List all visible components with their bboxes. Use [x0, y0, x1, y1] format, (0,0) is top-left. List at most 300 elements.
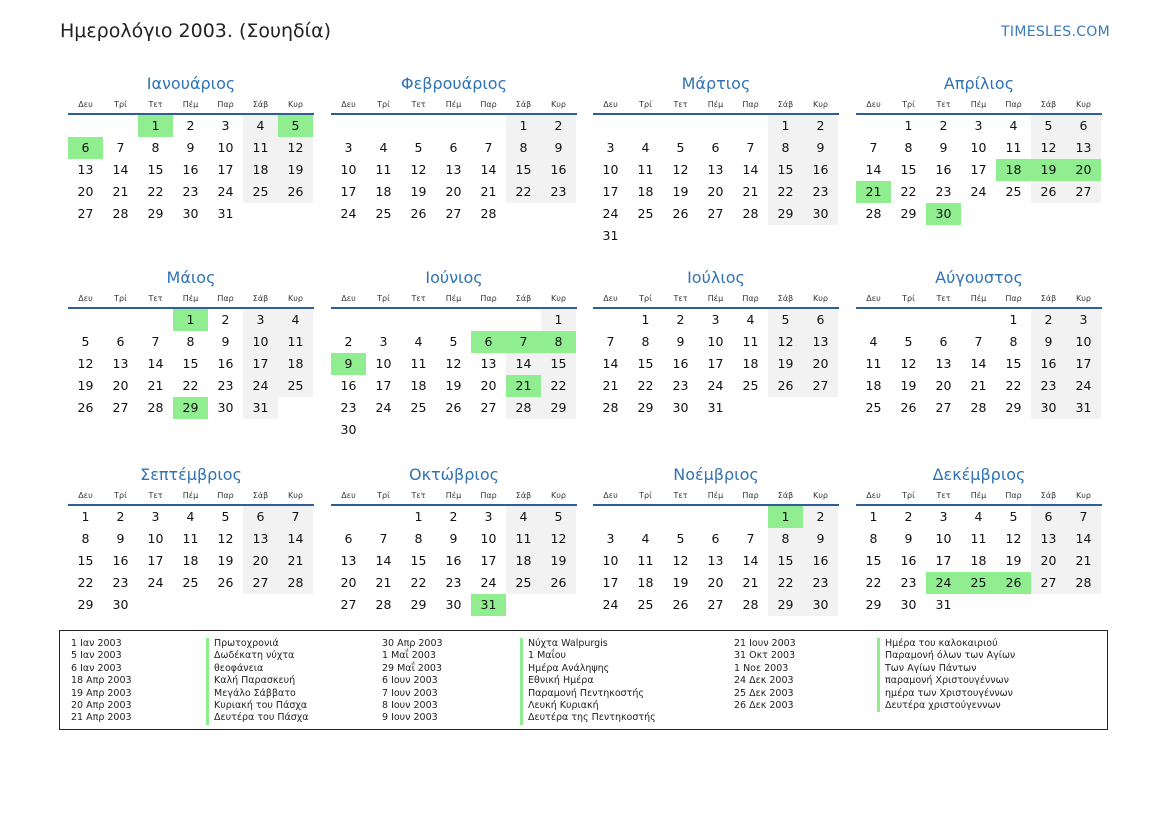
weekday-label: Παρ	[742, 100, 759, 109]
month-calendar	[856, 72, 1102, 225]
day-cell: 7	[484, 140, 493, 155]
day-cell: 15	[865, 553, 882, 568]
holiday-date: 9 Ιουν 2003	[382, 712, 438, 724]
weekday-label: Δευ	[78, 100, 93, 109]
day-cell: 28	[375, 597, 392, 612]
day-cell: 10	[147, 531, 164, 546]
day-cell: 29	[410, 597, 427, 612]
day-cell: 23	[1031, 375, 1066, 397]
holiday-day-cell: 21	[856, 181, 891, 203]
weekday-label: Σάβ	[1040, 294, 1057, 303]
weekday-label: Τρί	[902, 100, 915, 109]
weekday-label: Κυρ	[288, 491, 303, 500]
empty-day-cell	[733, 115, 768, 137]
empty-day-cell	[331, 309, 366, 331]
weekday-label: Τρί	[114, 294, 127, 303]
day-cell: 15	[541, 353, 576, 375]
holiday-day-cell: 5	[278, 115, 313, 137]
day-cell: 21	[147, 378, 164, 393]
day-cell: 19	[672, 184, 689, 199]
day-cell: 12	[672, 162, 689, 177]
day-cell: 24	[707, 378, 724, 393]
day-cell: 1	[506, 115, 541, 137]
holiday-date: 8 Ιουν 2003	[382, 700, 438, 712]
day-cell: 10	[935, 531, 952, 546]
day-cell: 26	[541, 572, 576, 594]
day-cell: 4	[869, 334, 878, 349]
holiday-day-cell: 24	[926, 572, 961, 594]
day-cell: 2	[904, 509, 913, 524]
holiday-day-cell: 26	[996, 572, 1031, 594]
weekday-label: Παρ	[480, 294, 497, 303]
day-cell: 28	[742, 206, 759, 221]
day-cell: 22	[637, 378, 654, 393]
weekday-label: Τετ	[673, 491, 688, 500]
weekday-label: Κυρ	[813, 294, 828, 303]
day-cell: 17	[375, 378, 392, 393]
day-cell: 19	[445, 378, 462, 393]
day-cell: 17	[147, 553, 164, 568]
day-cell: 27	[243, 572, 278, 594]
day-cell: 10	[602, 553, 619, 568]
holiday-name: Παραμονή όλων των Αγίων	[877, 650, 1015, 662]
day-cell: 13	[707, 162, 724, 177]
day-cell: 26	[900, 400, 917, 415]
day-cell: 20	[707, 575, 724, 590]
day-cell: 16	[803, 159, 838, 181]
empty-day-cell	[103, 115, 138, 137]
day-cell: 20	[935, 378, 952, 393]
day-cell: 11	[970, 531, 987, 546]
day-cell: 11	[278, 331, 313, 353]
day-cell: 29	[1005, 400, 1022, 415]
holiday-name: Δωδέκατη νύχτα	[206, 650, 309, 662]
holiday-names-col-1	[206, 638, 309, 725]
day-cell: 7	[606, 334, 615, 349]
day-cell: 5	[414, 140, 423, 155]
holiday-name: 1 Μαΐου	[520, 650, 656, 662]
day-cell: 22	[865, 575, 882, 590]
day-cell: 11	[865, 356, 882, 371]
weekday-label: Τρί	[377, 100, 390, 109]
weekday-label: Τετ	[148, 294, 163, 303]
month-name: Φεβρουάριος	[401, 74, 507, 93]
empty-day-cell	[331, 506, 366, 528]
weekday-label: Κυρ	[551, 294, 566, 303]
holiday-dates-col-2	[382, 638, 443, 725]
day-cell: 2	[186, 118, 195, 133]
empty-day-cell	[856, 309, 891, 331]
holiday-date: 21 Ιουν 2003	[734, 638, 796, 649]
month-calendar	[68, 72, 314, 225]
day-cell: 22	[77, 575, 94, 590]
day-cell: 9	[676, 334, 685, 349]
holiday-date: 6 Ιαν 2003	[71, 662, 122, 674]
day-cell: 24	[147, 575, 164, 590]
day-cell: 17	[602, 575, 619, 590]
holiday-date: 31 Οκτ 2003	[734, 650, 796, 662]
weekday-label: Δευ	[341, 491, 356, 500]
weekday-label: Τετ	[936, 491, 951, 500]
day-cell: 16	[182, 162, 199, 177]
empty-day-cell	[926, 309, 961, 331]
page-title: Ημερολόγιο 2003. (Σουηδία)	[60, 20, 332, 42]
weekday-label: Τρί	[377, 491, 390, 500]
day-cell: 23	[900, 575, 917, 590]
weekday-header	[856, 290, 1102, 309]
day-cell: 29	[768, 594, 803, 616]
holiday-name: Ημέρα Ανάληψης	[520, 663, 656, 675]
weekday-label: Παρ	[742, 491, 759, 500]
day-cell: 7	[116, 140, 125, 155]
month-calendar	[331, 72, 577, 225]
day-cell: 9	[803, 528, 838, 550]
day-cell: 12	[278, 137, 313, 159]
day-cell: 18	[742, 356, 759, 371]
weekday-label: Τετ	[148, 491, 163, 500]
holiday-name: Δευτέρα του Πάσχα	[206, 712, 309, 724]
day-cell: 27	[935, 400, 952, 415]
day-cell: 31	[217, 206, 234, 221]
day-cell: 9	[541, 137, 576, 159]
weekday-label: Παρ	[1005, 294, 1022, 303]
day-cell: 24	[602, 206, 619, 221]
weekday-label: Κυρ	[1076, 491, 1091, 500]
day-cell: 7	[974, 334, 983, 349]
day-cell: 9	[116, 531, 125, 546]
day-cell: 22	[768, 181, 803, 203]
day-cell: 15	[77, 553, 94, 568]
day-cell: 22	[182, 378, 199, 393]
weekday-label: Δευ	[78, 491, 93, 500]
day-cell: 3	[221, 118, 230, 133]
holiday-date: 25 Δεκ 2003	[734, 687, 794, 699]
holiday-day-cell: 1	[173, 309, 208, 331]
day-cell: 15	[147, 162, 164, 177]
holiday-day-cell: 6	[68, 137, 103, 159]
site-link[interactable]: TIMESLES.COM	[1001, 24, 1110, 40]
day-cell: 2	[803, 506, 838, 528]
day-cell: 26	[217, 575, 234, 590]
weekday-label: Σάβ	[515, 294, 532, 303]
day-grid	[856, 309, 1102, 419]
day-cell: 27	[445, 206, 462, 221]
day-cell: 21	[742, 184, 759, 199]
day-cell: 15	[182, 356, 199, 371]
day-cell: 1	[541, 309, 576, 331]
month-calendar	[331, 463, 577, 616]
day-cell: 1	[81, 509, 90, 524]
day-cell: 13	[480, 356, 497, 371]
day-cell: 30	[340, 422, 357, 437]
day-cell: 5	[221, 509, 230, 524]
month-calendar	[68, 463, 314, 616]
holiday-date: 1 Ιαν 2003	[71, 638, 122, 649]
day-cell: 3	[974, 118, 983, 133]
day-cell: 6	[243, 506, 278, 528]
day-cell: 23	[445, 575, 462, 590]
day-cell: 21	[742, 575, 759, 590]
day-cell: 8	[904, 140, 913, 155]
day-cell: 14	[742, 162, 759, 177]
day-cell: 11	[506, 528, 541, 550]
weekday-label: Δευ	[341, 294, 356, 303]
empty-day-cell	[436, 115, 471, 137]
day-cell: 17	[340, 184, 357, 199]
day-cell: 19	[768, 353, 803, 375]
weekday-header	[331, 487, 577, 506]
day-cell: 27	[803, 375, 838, 397]
day-cell: 29	[865, 597, 882, 612]
day-grid	[593, 506, 839, 616]
day-cell: 16	[900, 553, 917, 568]
day-cell: 25	[637, 597, 654, 612]
day-cell: 9	[186, 140, 195, 155]
weekday-label: Σάβ	[515, 491, 532, 500]
day-cell: 16	[935, 162, 952, 177]
day-cell: 13	[243, 528, 278, 550]
day-cell: 15	[410, 553, 427, 568]
weekday-label: Δευ	[341, 100, 356, 109]
day-cell: 22	[1005, 378, 1022, 393]
day-cell: 8	[506, 137, 541, 159]
holiday-date: 18 Απρ 2003	[71, 675, 132, 687]
day-cell: 25	[182, 575, 199, 590]
day-cell: 18	[278, 353, 313, 375]
day-cell: 3	[243, 309, 278, 331]
weekday-label: Τρί	[377, 294, 390, 303]
day-cell: 10	[480, 531, 497, 546]
day-cell: 14	[278, 528, 313, 550]
day-cell: 12	[217, 531, 234, 546]
day-cell: 5	[541, 506, 576, 528]
holiday-day-cell: 8	[541, 331, 576, 353]
day-cell: 14	[865, 162, 882, 177]
day-cell: 11	[637, 553, 654, 568]
day-cell: 18	[637, 184, 654, 199]
holiday-name: Εθνική Ημέρα	[520, 675, 656, 687]
day-cell: 16	[803, 550, 838, 572]
empty-day-cell	[733, 506, 768, 528]
day-cell: 12	[1031, 137, 1066, 159]
day-cell: 10	[970, 140, 987, 155]
day-cell: 30	[672, 400, 689, 415]
day-cell: 8	[81, 531, 90, 546]
month-calendar	[331, 266, 577, 441]
day-cell: 20	[707, 184, 724, 199]
weekday-label: Τετ	[411, 294, 426, 303]
holiday-names-col-2	[520, 638, 656, 725]
holiday-day-cell: 29	[173, 397, 208, 419]
empty-day-cell	[891, 309, 926, 331]
day-cell: 9	[221, 334, 230, 349]
day-cell: 26	[410, 206, 427, 221]
day-cell: 7	[151, 334, 160, 349]
day-cell: 24	[970, 184, 987, 199]
day-cell: 17	[243, 353, 278, 375]
day-cell: 17	[602, 184, 619, 199]
weekday-label: Δευ	[603, 100, 618, 109]
day-cell: 2	[221, 312, 230, 327]
day-cell: 12	[445, 356, 462, 371]
weekday-label: Δευ	[866, 100, 881, 109]
day-cell: 29	[77, 597, 94, 612]
weekday-header	[68, 96, 314, 115]
day-grid	[593, 309, 839, 419]
day-cell: 20	[340, 575, 357, 590]
weekday-header	[856, 487, 1102, 506]
weekday-label: Σάβ	[252, 294, 269, 303]
day-cell: 4	[379, 140, 388, 155]
holiday-name: ημέρα των Χριστουγέννων	[877, 688, 1015, 700]
month-name: Δεκέμβριος	[932, 465, 1026, 484]
empty-day-cell	[593, 115, 628, 137]
holiday-day-cell: 1	[138, 115, 173, 137]
day-cell: 13	[445, 162, 462, 177]
day-cell: 24	[340, 206, 357, 221]
holiday-date: 5 Ιαν 2003	[71, 650, 122, 662]
day-cell: 26	[672, 597, 689, 612]
day-cell: 19	[278, 159, 313, 181]
holiday-name: Καλή Παρασκευή	[206, 675, 309, 687]
day-cell: 10	[340, 162, 357, 177]
day-cell: 19	[672, 575, 689, 590]
day-cell: 17	[217, 162, 234, 177]
weekday-label: Τρί	[902, 294, 915, 303]
weekday-label: Πέμ	[707, 100, 724, 109]
day-cell: 6	[1031, 506, 1066, 528]
weekday-label: Παρ	[480, 491, 497, 500]
empty-day-cell	[401, 309, 436, 331]
day-cell: 9	[939, 140, 948, 155]
day-cell: 22	[506, 181, 541, 203]
day-cell: 14	[147, 356, 164, 371]
empty-day-cell	[698, 506, 733, 528]
day-cell: 3	[1066, 309, 1101, 331]
weekday-label: Δευ	[603, 294, 618, 303]
day-cell: 30	[445, 597, 462, 612]
day-cell: 4	[414, 334, 423, 349]
day-cell: 22	[768, 572, 803, 594]
day-cell: 25	[742, 378, 759, 393]
day-cell: 8	[151, 140, 160, 155]
day-cell: 4	[506, 506, 541, 528]
day-cell: 17	[707, 356, 724, 371]
weekday-label: Τετ	[411, 100, 426, 109]
day-cell: 26	[77, 400, 94, 415]
day-cell: 9	[1031, 331, 1066, 353]
holiday-day-cell: 6	[471, 331, 506, 353]
empty-day-cell	[628, 506, 663, 528]
empty-day-cell	[471, 309, 506, 331]
weekday-label: Τρί	[639, 100, 652, 109]
holiday-date: 7 Ιουν 2003	[382, 687, 438, 699]
weekday-label: Δευ	[603, 491, 618, 500]
day-cell: 5	[768, 309, 803, 331]
day-cell: 15	[768, 159, 803, 181]
day-cell: 13	[112, 356, 129, 371]
weekday-label: Κυρ	[1076, 294, 1091, 303]
day-cell: 2	[449, 509, 458, 524]
day-cell: 19	[217, 553, 234, 568]
day-cell: 16	[1031, 353, 1066, 375]
holiday-day-cell: 1	[768, 506, 803, 528]
day-cell: 6	[116, 334, 125, 349]
day-cell: 20	[77, 184, 94, 199]
day-cell: 24	[243, 375, 278, 397]
day-cell: 19	[1005, 553, 1022, 568]
day-cell: 7	[869, 140, 878, 155]
holiday-date: 24 Δεκ 2003	[734, 675, 794, 687]
weekday-label: Σάβ	[515, 100, 532, 109]
day-cell: 20	[1031, 550, 1066, 572]
day-cell: 14	[375, 553, 392, 568]
weekday-label: Τετ	[673, 100, 688, 109]
day-cell: 31	[1066, 397, 1101, 419]
month-name: Απρίλιος	[943, 74, 1015, 93]
day-cell: 25	[410, 400, 427, 415]
day-cell: 6	[803, 309, 838, 331]
month-calendar	[856, 463, 1102, 616]
day-cell: 3	[344, 140, 353, 155]
day-cell: 1	[1009, 312, 1018, 327]
day-cell: 7	[746, 531, 755, 546]
day-cell: 15	[768, 550, 803, 572]
day-cell: 30	[1031, 397, 1066, 419]
empty-day-cell	[506, 309, 541, 331]
day-cell: 28	[865, 206, 882, 221]
day-cell: 9	[449, 531, 458, 546]
weekday-header	[68, 487, 314, 506]
month-name: Ιούνιος	[425, 268, 483, 287]
day-cell: 24	[602, 597, 619, 612]
day-cell: 12	[768, 331, 803, 353]
day-cell: 13	[77, 162, 94, 177]
day-cell: 31	[935, 597, 952, 612]
day-cell: 23	[672, 378, 689, 393]
day-cell: 4	[641, 531, 650, 546]
day-cell: 5	[449, 334, 458, 349]
day-cell: 1	[414, 509, 423, 524]
empty-day-cell	[961, 309, 996, 331]
holiday-name: Ημέρα του καλοκαιριού	[877, 638, 1015, 650]
holiday-date: 6 Ιουν 2003	[382, 675, 438, 687]
day-cell: 20	[480, 378, 497, 393]
day-cell: 12	[410, 162, 427, 177]
day-cell: 5	[1009, 509, 1018, 524]
day-cell: 22	[900, 184, 917, 199]
weekday-label: Παρ	[217, 294, 234, 303]
empty-day-cell	[698, 115, 733, 137]
weekday-header	[856, 96, 1102, 115]
holiday-day-cell: 7	[506, 331, 541, 353]
day-cell: 8	[186, 334, 195, 349]
weekday-label: Κυρ	[813, 491, 828, 500]
holiday-date: 29 Μαΐ 2003	[382, 662, 442, 674]
day-cell: 10	[707, 334, 724, 349]
day-cell: 3	[939, 509, 948, 524]
day-cell: 27	[112, 400, 129, 415]
day-cell: 29	[637, 400, 654, 415]
day-cell: 22	[410, 575, 427, 590]
month-calendar	[68, 266, 314, 419]
day-cell: 6	[711, 531, 720, 546]
day-cell: 9	[803, 137, 838, 159]
day-cell: 8	[1009, 334, 1018, 349]
weekday-header	[331, 96, 577, 115]
day-cell: 10	[602, 162, 619, 177]
empty-day-cell	[628, 115, 663, 137]
